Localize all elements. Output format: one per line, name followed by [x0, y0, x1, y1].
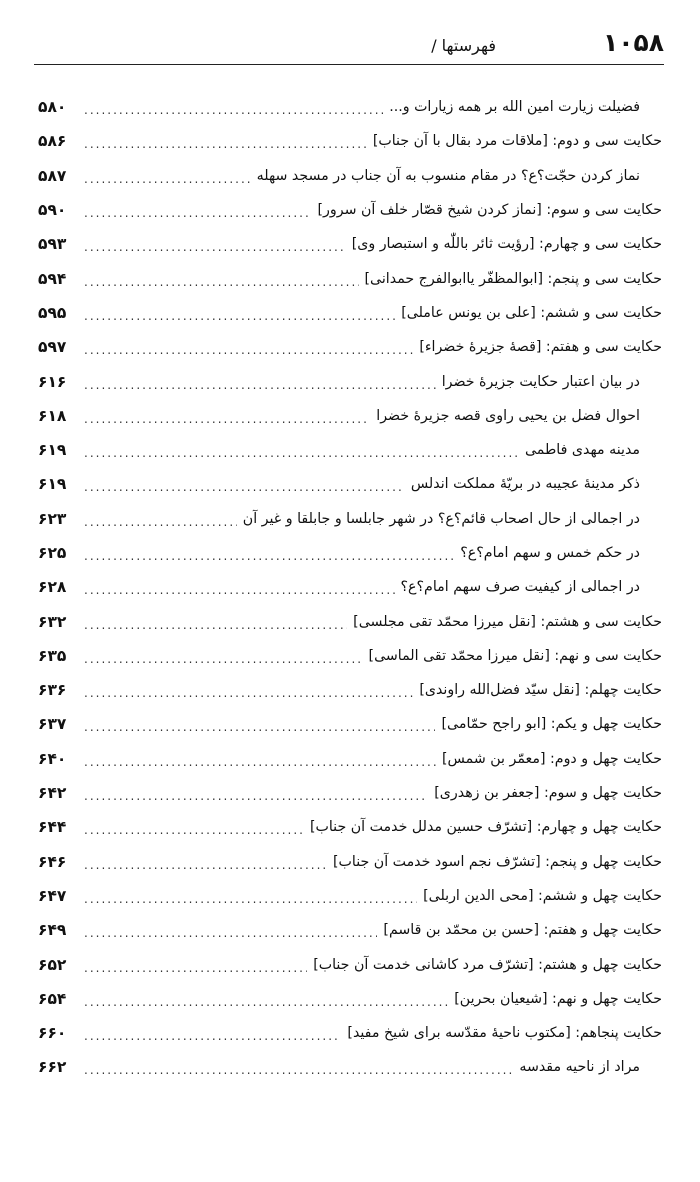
toc-entry-page: ۵۹۴ [38, 269, 67, 288]
toc-entry[interactable] [38, 399, 662, 433]
toc-dot-leader [84, 818, 304, 836]
toc-entry[interactable] [38, 364, 662, 398]
toc-entry-page: ۶۴۹ [38, 921, 67, 940]
toc-entry-page: ۶۳۲ [38, 612, 67, 631]
toc-entry-page: ۵۸۰ [38, 98, 67, 117]
toc-entry[interactable] [38, 604, 662, 638]
toc-entry-page: ۶۶۲ [38, 1058, 67, 1077]
toc-entry[interactable] [38, 879, 662, 913]
toc-entry-title: مراد از ناحیه مقدسه [519, 1059, 640, 1076]
toc-dot-leader [84, 304, 395, 322]
toc-dot-leader [84, 1058, 513, 1076]
toc-dot-leader [84, 544, 454, 562]
toc-dot-leader [84, 441, 519, 459]
page-header [34, 26, 664, 66]
toc-entry-title: نماز کردن حجّت؟ع؟ در مقام منسوب به آن جناب در مسجد سهله [256, 167, 640, 184]
toc-entry-page: ۶۱۹ [38, 475, 67, 494]
running-title: فهرستها / [431, 36, 496, 55]
toc-dot-leader [84, 613, 347, 631]
toc-entry-page: ۶۱۶ [38, 372, 67, 391]
toc-dot-leader [84, 887, 417, 905]
toc-entry[interactable] [38, 502, 662, 536]
toc-entry-title: حکایت پنجاهم: [مکتوب ناحیهٔ مقدّسه برای شیخ مفید] [347, 1025, 662, 1042]
toc-entry-title: حکایت سی و دوم: [ملاقات مرد بقال با آن جناب] [372, 133, 662, 150]
toc-entry-title: احوال فضل بن یحیی راوی قصه جزیرهٔ خضرا [376, 407, 640, 424]
toc-dot-leader [84, 715, 435, 733]
toc-entry-title: حکایت سی و هفتم: [قصهٔ جزیرهٔ خضراء] [419, 339, 662, 356]
toc-entry[interactable] [38, 296, 662, 330]
toc-dot-leader [84, 784, 428, 802]
toc-entry-title: در حکم خمس و سهم امام؟ع؟ [460, 545, 640, 561]
toc-dot-leader [84, 510, 237, 528]
toc-dot-leader [84, 647, 363, 665]
toc-entry[interactable] [38, 673, 662, 707]
toc-entry-page: ۶۲۸ [38, 578, 67, 597]
toc-entry-page: ۶۱۸ [38, 406, 67, 425]
toc-entry[interactable] [38, 776, 662, 810]
toc-entry-page: ۵۹۳ [38, 235, 67, 254]
toc-entry-page: ۵۸۷ [38, 166, 67, 185]
toc-entry-page: ۶۵۲ [38, 955, 67, 974]
toc-dot-leader [84, 338, 413, 356]
toc-entry-title: حکایت چهل و هفتم: [حسن بن محمّد بن قاسم] [383, 922, 662, 939]
toc-dot-leader [84, 407, 370, 425]
toc-dot-leader [84, 853, 327, 871]
toc-dot-leader [84, 475, 405, 493]
toc-dot-leader [84, 98, 383, 116]
toc-entry[interactable] [38, 227, 662, 261]
toc-entry[interactable] [38, 193, 662, 227]
toc-entry-title: ذکر مدینهٔ عجیبه در بریّهٔ مملکت اندلس [410, 476, 640, 493]
toc-entry-page: ۶۴۴ [38, 818, 67, 837]
toc-entry[interactable] [38, 845, 662, 879]
page-number: ۱۰۵۸ [602, 28, 664, 57]
toc-entry[interactable] [38, 261, 662, 295]
toc-entry-title: مدینه مهدی فاطمی [524, 442, 640, 459]
toc-dot-leader [84, 681, 413, 699]
toc-entry-page: ۶۶۰ [38, 1024, 67, 1043]
toc-entry-title: حکایت چهل و ششم: [محی الدین اربلی] [423, 887, 662, 904]
toc-entry-title: در بیان اعتبار حکایت جزیرهٔ خضرا [441, 373, 640, 390]
toc-entry[interactable] [38, 124, 662, 158]
toc-entry-page: ۵۹۷ [38, 338, 67, 357]
toc-entry-page: ۶۱۹ [38, 441, 67, 460]
toc-dot-leader [84, 235, 346, 253]
toc-entry-title: حکایت چهل و سوم: [جعفر بن زهدری] [434, 785, 662, 802]
toc-dot-leader [84, 373, 436, 391]
toc-entry-title: حکایت چهل و دوم: [معمّر بن شمس] [442, 750, 662, 767]
toc-entry-title: در اجمالی از کیفیت صرف سهم امام؟ع؟ [400, 579, 640, 596]
toc-entry[interactable] [38, 570, 662, 604]
toc-entry[interactable] [38, 707, 662, 741]
table-of-contents [38, 90, 662, 1085]
toc-entry-page: ۶۴۷ [38, 886, 67, 905]
header-rule [34, 64, 664, 65]
toc-dot-leader [84, 1024, 341, 1042]
toc-dot-leader [84, 750, 436, 768]
toc-entry[interactable] [38, 639, 662, 673]
toc-entry[interactable] [38, 433, 662, 467]
toc-entry-page: ۶۳۷ [38, 715, 67, 734]
toc-dot-leader [84, 132, 367, 150]
toc-entry-title: در اجمالی از حال اصحاب قائم؟ع؟ در شهر جابلسا و جابلقا و غیر آن [242, 510, 640, 527]
toc-entry-title: حکایت چهلم: [نقل سیّد فضل‌الله راوندی] [419, 682, 662, 699]
toc-entry-title: حکایت سی و چهارم: [رؤیت ثائر باللّٰه و استبصار وی] [351, 236, 662, 253]
toc-entry[interactable] [38, 90, 662, 124]
toc-entry-title: حکایت چهل و پنجم: [تشرّف نجم اسود خدمت آن جناب] [333, 853, 662, 870]
toc-entry[interactable] [38, 1016, 662, 1050]
toc-dot-leader [84, 201, 312, 219]
toc-entry[interactable] [38, 159, 662, 193]
toc-entry-title: فضیلت زیارت امین الله بر همه زیارات و... [389, 99, 640, 116]
toc-entry[interactable] [38, 1050, 662, 1084]
toc-entry-page: ۵۹۰ [38, 201, 67, 220]
toc-dot-leader [84, 956, 307, 974]
toc-entry-title: حکایت سی و ششم: [علی بن یونس عاملی] [401, 304, 662, 321]
toc-entry-title: حکایت چهل و چهارم: [تشرّف حسین مدلل خدمت آن جناب] [309, 819, 662, 836]
toc-entry-page: ۶۵۴ [38, 989, 67, 1008]
toc-entry-page: ۵۹۵ [38, 303, 67, 322]
toc-entry-page: ۶۳۵ [38, 646, 67, 665]
toc-entry[interactable] [38, 810, 662, 844]
toc-entry-page: ۶۲۳ [38, 509, 67, 528]
toc-entry-title: حکایت سی و هشتم: [نقل میرزا محمّد تقی مجلسی] [353, 613, 662, 630]
toc-entry-title: حکایت سی و سوم: [نماز کردن شیخ قصّار خلف آن سرور] [317, 202, 662, 219]
toc-entry[interactable] [38, 536, 662, 570]
toc-entry[interactable] [38, 982, 662, 1016]
toc-dot-leader [84, 270, 359, 288]
toc-entry-title: حکایت چهل و نهم: [شیعیان بحرین] [454, 990, 662, 1007]
toc-dot-leader [84, 167, 251, 185]
toc-entry[interactable] [38, 947, 662, 981]
toc-dot-leader [84, 921, 377, 939]
toc-entry-page: ۶۴۲ [38, 784, 67, 803]
toc-entry-page: ۶۴۰ [38, 749, 67, 768]
toc-entry-page: ۶۴۶ [38, 852, 67, 871]
toc-entry[interactable] [38, 467, 662, 501]
toc-entry-page: ۶۳۶ [38, 681, 67, 700]
toc-entry-title: حکایت سی و پنجم: [ابوالمظفّر یاابوالفرج حمدانی] [364, 270, 662, 287]
toc-dot-leader [84, 578, 395, 596]
toc-dot-leader [84, 990, 448, 1008]
toc-entry[interactable] [38, 913, 662, 947]
toc-entry[interactable] [38, 742, 662, 776]
toc-entry[interactable] [38, 330, 662, 364]
toc-entry-title: حکایت چهل و هشتم: [تشرّف مرد کاشانی خدمت آن جناب] [313, 956, 662, 973]
toc-entry-page: ۶۲۵ [38, 544, 67, 562]
toc-entry-title: حکایت چهل و یکم: [ابو راجح حمّامی] [441, 716, 662, 733]
toc-entry-title: حکایت سی و نهم: [نقل میرزا محمّد تقی الماسی] [368, 647, 662, 664]
toc-entry-page: ۵۸۶ [38, 132, 67, 151]
